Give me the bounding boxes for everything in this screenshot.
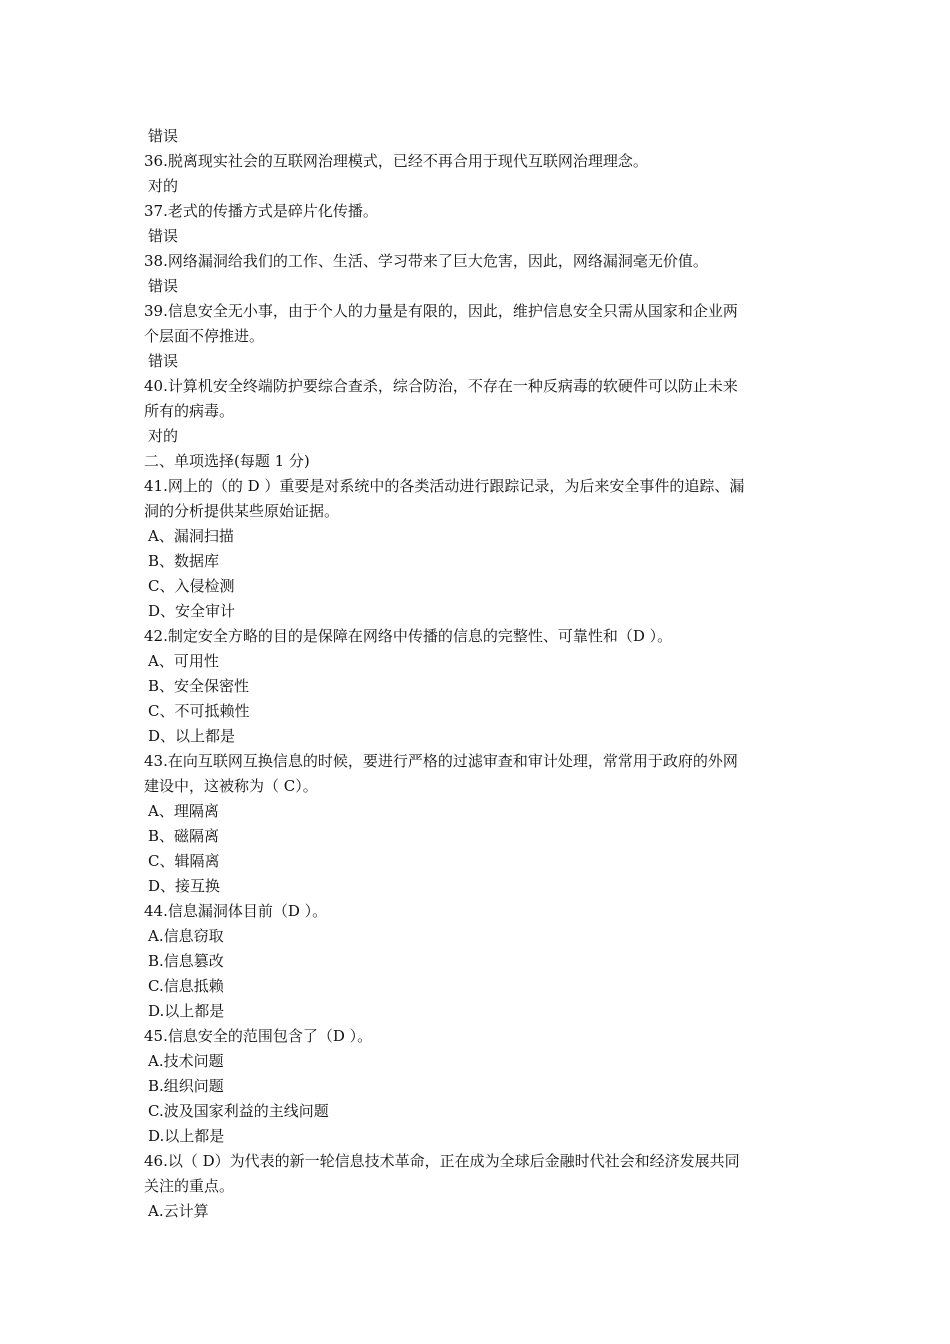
text-line: D、以上都是 [148,727,236,745]
text-line: D.以上都是 [148,1002,225,1020]
text-line: 39.信息安全无小事，由于个人的力量是有限的，因此，维护信息安全只需从国家和企业两 [144,302,738,320]
text-line: 建设中，这被称为（ C）。 [144,777,318,795]
text-line: 关注的重点。 [144,1177,235,1195]
text-line: 37.老式的传播方式是碎片化传播。 [144,202,378,220]
text-line: 对的 [148,177,179,195]
text-line: A.信息窃取 [148,927,224,945]
text-line: B、磁隔离 [148,827,220,845]
text-line: D、接互换 [148,877,221,895]
text-line: 所有的病毒。 [144,402,235,420]
text-line: 45.信息安全的范围包含了（D ）。 [144,1027,373,1045]
text-line: 错误 [148,127,179,145]
text-line: 错误 [148,352,179,370]
text-line: C、不可抵赖性 [148,702,250,720]
text-line: B.信息篡改 [148,952,224,970]
text-line: 41.网上的（的 D ）重要是对系统中的各类活动进行跟踪记录，为后来安全事件的追踪、漏 [144,477,745,495]
text-line: D、安全审计 [148,602,236,620]
text-line: A、理隔离 [148,802,219,820]
text-line: C.波及国家利益的主线问题 [148,1102,329,1120]
text-line: B.组织问题 [148,1077,224,1095]
text-line: C、入侵检测 [148,577,235,595]
text-line: D.以上都是 [148,1127,225,1145]
text-line: A、可用性 [148,652,219,670]
text-line: 错误 [148,277,179,295]
text-line: 40.计算机安全终端防护要综合查杀，综合防治，不存在一种反病毒的软硬件可以防止未来 [144,377,738,395]
document-body [144,124,806,1224]
text-line: C.信息抵赖 [148,977,224,995]
text-line: 43.在向互联网互换信息的时候，要进行严格的过滤审查和审计处理，常常用于政府的外网 [144,752,738,770]
text-line: 44.信息漏洞体目前（D ）。 [144,902,328,920]
text-line: 二、单项选择(每题 1 分) [144,452,310,470]
text-line: C、辑隔离 [148,852,220,870]
text-line: B、安全保密性 [148,677,250,695]
text-line: A.云计算 [148,1202,209,1220]
text-line: 对的 [148,427,179,445]
text-line: 46.以（ D）为代表的新一轮信息技术革命，正在成为全球后金融时代社会和经济发展共同 [144,1152,740,1170]
text-line: 错误 [148,227,179,245]
text-line: 洞的分析提供某些原始证据。 [144,502,340,520]
text-line: A、漏洞扫描 [148,527,234,545]
text-line: 38.网络漏洞给我们的工作、生活、学习带来了巨大危害，因此，网络漏洞毫无价值。 [144,252,708,270]
text-line: 36.脱离现实社会的互联网治理模式，已经不再合用于现代互联网治理理念。 [144,152,648,170]
text-line: 42.制定安全方略的目的是保障在网络中传播的信息的完整性、可靠性和（D ）。 [144,627,673,645]
text-line: A.技术问题 [148,1052,224,1070]
text-line: B、数据库 [148,552,220,570]
text-line: 个层面不停推进。 [144,327,265,345]
